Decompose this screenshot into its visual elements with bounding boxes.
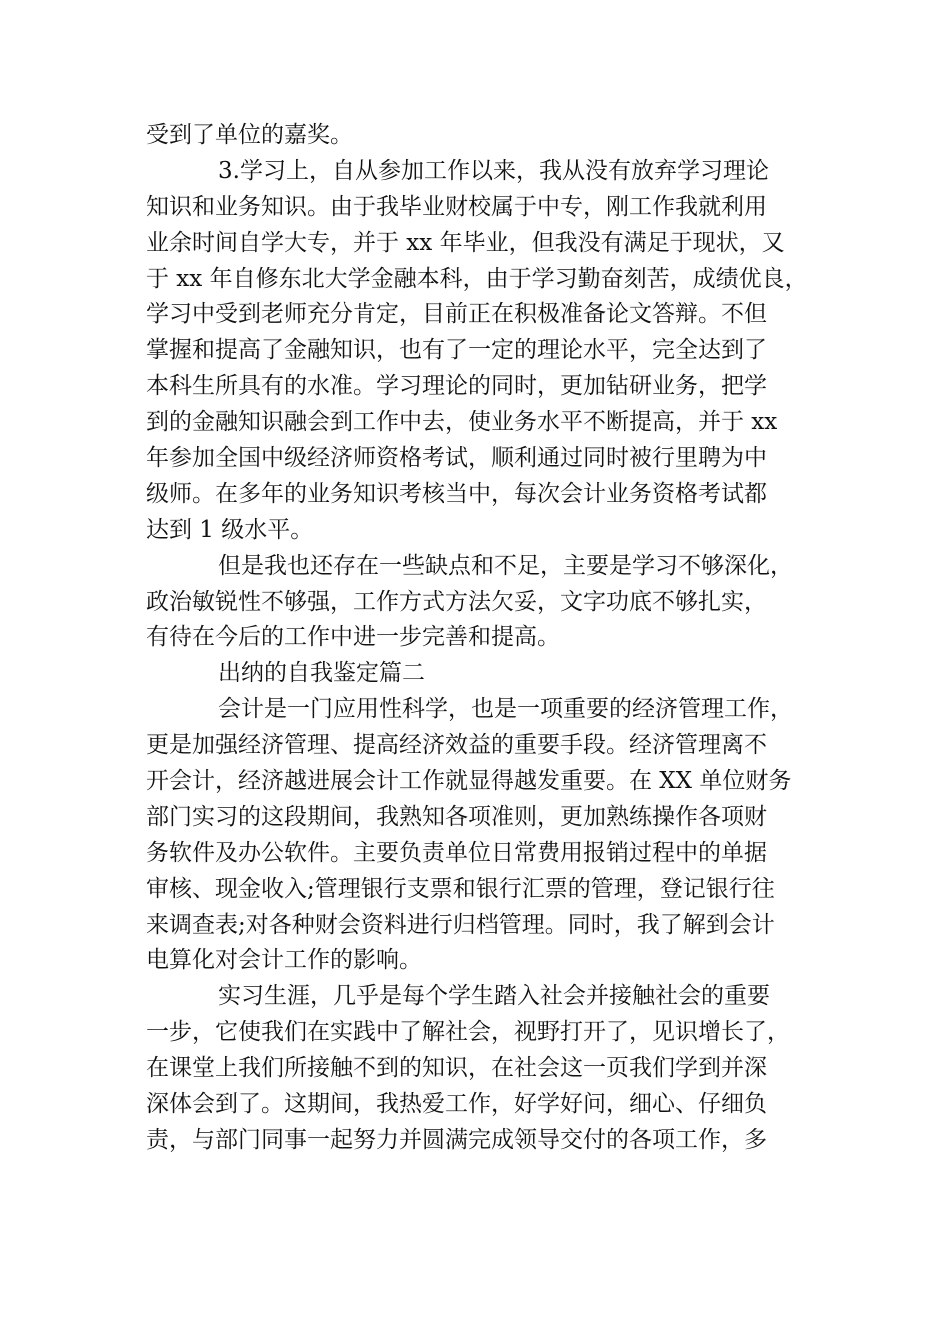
text-line: 有待在今后的工作中进一步完善和提高。 xyxy=(146,624,560,651)
document-body xyxy=(146,118,826,1159)
text-line: 但是我也还存在一些缺点和不足，主要是学习不够深化， xyxy=(218,552,793,579)
text-line: 部门实习的这段期间，我熟知各项准则，更加熟练操作各项财 xyxy=(146,803,767,830)
text-line: 知识和业务知识。由于我毕业财校属于中专，刚工作我就利用 xyxy=(146,193,767,220)
text-line: 学习中受到老师充分肯定，目前正在积极准备论文答辩。不但 xyxy=(146,301,767,328)
text-line: 深体会到了。这期间，我热爱工作，好学好问，细心、仔细负 xyxy=(146,1091,767,1118)
text-line: 政治敏锐性不够强，工作方式方法欠妥，文字功底不够扎实， xyxy=(146,588,767,615)
text-line: 责，与部门同事一起努力并圆满完成领导交付的各项工作，多 xyxy=(146,1126,767,1153)
text-line: 电算化对会计工作的影响。 xyxy=(146,947,422,974)
text-line: 于 xx 年自修东北大学金融本科，由于学习勤奋刻苦，成绩优良， xyxy=(146,265,808,292)
text-line: 达到 1 级水平。 xyxy=(146,516,314,543)
text-line: 一步，它使我们在实践中了解社会，视野打开了，见识增长了， xyxy=(146,1019,790,1046)
text-line: 实习生涯，几乎是每个学生踏入社会并接触社会的重要 xyxy=(218,983,770,1010)
text-line: 出纳的自我鉴定篇二 xyxy=(218,660,425,687)
text-line: 更是加强经济管理、提高经济效益的重要手段。经济管理离不 xyxy=(146,732,767,759)
text-line: 来调查表;对各种财会资料进行归档管理。同时，我了解到会计 xyxy=(146,911,775,938)
text-line: 业余时间自学大专，并于 xx 年毕业，但我没有满足于现状，又 xyxy=(146,229,785,256)
text-line: 务软件及办公软件。主要负责单位日常费用报销过程中的单据 xyxy=(146,839,767,866)
text-line: 到的金融知识融会到工作中去，使业务水平不断提高，并于 xx xyxy=(146,409,778,436)
text-line: 开会计，经济越进展会计工作就显得越发重要。在 XX 单位财务 xyxy=(146,768,792,795)
text-line: 在课堂上我们所接触不到的知识，在社会这一页我们学到并深 xyxy=(146,1055,767,1082)
text-line: 受到了单位的嘉奖。 xyxy=(146,122,353,148)
text-line: 年参加全国中级经济师资格考试，顺利通过同时被行里聘为中 xyxy=(146,445,767,472)
text-line: 掌握和提高了金融知识，也有了一定的理论水平，完全达到了 xyxy=(146,337,767,364)
text-line: 3.学习上，自从参加工作以来，我从没有放弃学习理论 xyxy=(218,157,769,184)
text-line: 级师。在多年的业务知识考核当中，每次会计业务资格考试都 xyxy=(146,480,767,507)
text-line: 会计是一门应用性科学，也是一项重要的经济管理工作， xyxy=(218,696,793,723)
text-line: 本科生所具有的水准。学习理论的同时，更加钻研业务，把学 xyxy=(146,373,767,400)
text-line: 审核、现金收入;管理银行支票和银行汇票的管理，登记银行往 xyxy=(146,875,775,902)
